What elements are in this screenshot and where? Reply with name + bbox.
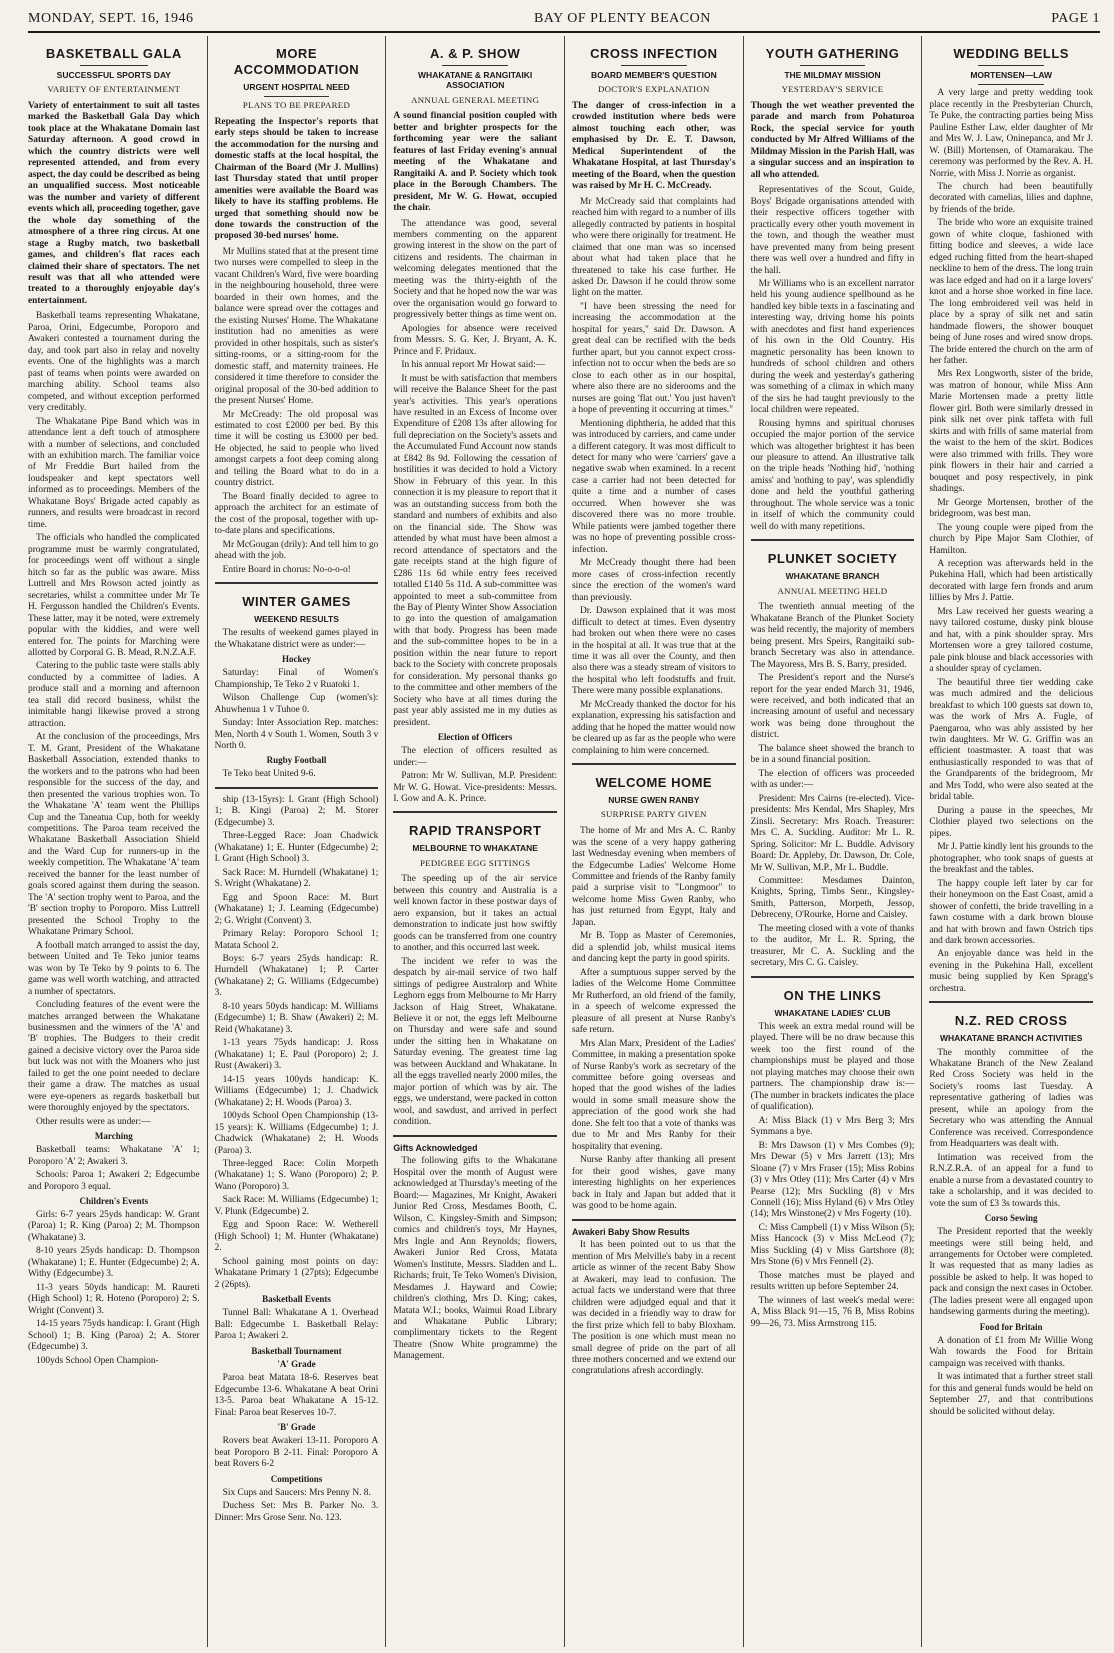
paragraph: Boys: 6-7 years 25yds handicap: R. Hurndell (Whakatane) 1; P. Carter (Whakatane) 2; G. Williams (Edgecumbe) 3.	[214, 954, 379, 999]
paragraph: Dr. Dawson explained that it was most difficult to detect at times. Even dysentry had broken out when there were no cases in the hospital at all. It was true that at the time it was all over the County, and then also there was a steady stream of visitors to the hospital who left foodstuffs and fruit. There were many possible explanations.	[572, 606, 736, 697]
paragraph: Mr J. Pattie kindly lent his grounds to the photographer, who took snaps of guests at the breakfast and the tables.	[929, 842, 1093, 876]
paragraph: Mr George Mortensen, brother of the bridegroom, was best man.	[929, 497, 1093, 520]
lead-paragraph: Though the wet weather prevented the parade and march from Pohaturoa Rock, the special service for youth conducted by Mr Alfred Williams of the Mildmay Mission in the Parish Hall, was a singular success and an inspiration to all who attended.	[750, 100, 915, 180]
lead-paragraph: A sound financial position coupled with better and brighter prospects for the forthcoming year were the saliant features of last Friday evening's annual meeting of the Whakatane and Rangitaiki A. and P. Society which took place in the Borough Chambers. The president, Mr W. G. Howat, occupied the chair.	[393, 111, 557, 214]
subhead: WHAKATANE BRANCH	[785, 571, 880, 582]
paragraph: 14-15 years 75yds handicap: I. Grant (High School) 1; B. King (Paroa) 2; A. Storer (Edgecumbe) 3.	[28, 1319, 200, 1353]
paragraph: Mr Williams who is an excellent narrator held his young audience spellbound as he handled key bible texts in a fascinating and interesting way, driving home his points with anecdotes and first hand experiences of his own in the Old Country. His magnetic personality has been known to hundreds of school children and others during the week and yesterday's gathering was something of a climax in which many of the sirs he had taught previously to the local children were repeated.	[750, 278, 915, 416]
paragraph: Paroa beat Matata 18-6. Reserves beat Edgecumbe 13-6. Whakatane A beat Orini 13-5. Paroa beat Whakatane A 15-12. Final: Paroa beat Reserves 10-7.	[214, 1373, 379, 1418]
paragraph: Mr McCready thought there had been more cases of cross-infection recently since the erection of the women's ward than previously.	[572, 558, 736, 603]
section-heading: Hockey	[281, 654, 311, 665]
paragraph: This week an extra medal round will be played. There will be no draw because this week too the first round of the championships must be played and those not playing matches may choose their own partners. The championship draw is:— (The number in brackets indicates the place of qualification).	[750, 1021, 915, 1113]
divider	[442, 65, 507, 66]
paragraph: A reception was afterwards held in the Pukehina Hall, which had been artistically decorated with large fern fronds and arum lillies by Mrs J. Pattie.	[929, 558, 1093, 604]
headline-more-accommodation: MORE ACCOMMODATION	[233, 46, 360, 77]
paragraph: The election of officers was proceeded with as under:—	[750, 768, 915, 791]
paragraph: Saturday: Final of Women's Championship, Te Teko 2 v Ruatoki 1.	[214, 668, 379, 690]
paragraph: The incident we refer to was the despatch by air-mail service of two half sittings of pedigree Australorp and White Leghorn eggs from Melbourne to Mr Harry Jackson of Haig Street, Whakatane. Believe it or not, the eggs left Melbourne on Thursday and were safe and sound under the sitting hen in Whakatane on Saturday evening. The greatest time lag was between Auckland and Whakatane. In all the eggs travelled nearly 2000 miles, the major portion of which was by air. The eggs, we understand, were packed in cotton wool, and sawdust, and arrived in perfect condition.	[393, 956, 557, 1128]
paragraph: During a pause in the speeches, Mr Clothier played two selections on the pipes.	[929, 805, 1093, 839]
paragraph: The young couple were piped from the church by Pipe Major Sam Clothier, of Hamilton.	[929, 522, 1093, 556]
paragraph: C: Miss Campbell (1) v Miss Wilson (5); Miss Hancock (3) v Miss McLeod (7); Miss Suckling (4) v Miss Gartshore (8); Mrs Stone (6) v Mrs Fennell (2).	[750, 1222, 915, 1268]
paragraph: Te Teko beat United 9-6.	[222, 769, 316, 780]
divider	[393, 1135, 557, 1137]
paragraph: Schools: Paroa 1; Awakeri 2; Edgecumbe and Poroporo 3 equal.	[28, 1170, 200, 1192]
issue-date: MONDAY, SEPT. 16, 1946	[28, 11, 194, 26]
paragraph: Mrs Law received her guests wearing a navy tailored costume, dusky pink blouse and hat, with a pink shoulder spray. Mrs Mortensen wore a grey tailored costume, pale pink blouse and black accessories with a shoulder spray of cyclamen.	[929, 606, 1093, 675]
subhead-secondary: ANNUAL MEETING HELD	[777, 585, 888, 596]
headline-ap-show: A. & P. SHOW	[430, 46, 521, 61]
paragraph: Representatives of the Scout, Guide, Boys' Brigade organisations attended with their respective officers together with practically every other youth movement in the town, and though the weather must have prevented many from being present there was well over a hundred and fifty in the hall.	[750, 185, 915, 276]
paragraph: Mentioning diphtheria, he added that this was introduced by carriers, and came under a different category. It was most difficult to detect for many who were 'carriers' gave a negative swab when examined. In a recent case a carrier had not been detected for quite a time and a number of cases occurred. When however she was discovered there was no more trouble. While patients were jambed together there was no hope of preventing possible cross-infection.	[572, 418, 736, 555]
section-heading: Election of Officers	[437, 732, 513, 743]
masthead-rule	[28, 31, 1100, 33]
paragraph: It must be with satisfaction that members will receive the Balance Sheet for the past year's activities. This year's operations have resulted in an Excess of Income over Expenditure of £208 13s after allowing for full depreciation on the Society's assets and the Accumulated Fund Account now stands at £842 8s 9d. Following the cessation of hostilities it was decided to hold a Victory Show in February of this year. In this connection it is my pleasure to report that it was an outstanding success from both the standard and numbers of exhibits and also on the financial side. The Show was attended by what must have been almost a record attendance of spectators and the gate receipts stand at the high figure of £286 11s 6d while entry fees received totalled £140 5s 11d. A sub-committee was appointed to meet a sub-committee from the Bay of Plenty Winter Show Association to go into the question of amalgamation with that body. Progress has been made and the sub-committee hopes to be in a position within the near future to report back to the Society with concrete proposals for consideration. My personal thanks go to the committee and other members of the Society who have at all times during the past year ably assisted me in my duties as president.	[393, 373, 557, 728]
paragraph: Concluding features of the event were the matches arranged between the Whakatane businessmen and the winners of the 'A' and 'B' trophies. The Budgers to their credit gained a decisive victory over the Paroa side but luck was not with the Moaners who just failed to get the one point needed to declare their game a draw. The matches as usual were eye-openers as regards basketball but were thoroughly enjoyed by the spectators.	[28, 1000, 200, 1114]
newspaper-title: BAY OF PLENTY BEACON	[533, 11, 711, 26]
paragraph: After a sumptuous supper served by the ladies of the Welcome Home Committee Mr Rutherford, an old friend of the family, in a speech of welcome expressed the pleasure of all present at Nurse Ranby's safe return.	[572, 967, 736, 1036]
paragraph: The election of officers resulted as under:—	[393, 746, 557, 768]
section-heading: Marching	[94, 1131, 133, 1142]
paragraph: Egg and Spoon Race: W. Wetherell (High School) 1; M. Hunter (Whakatane) 2.	[214, 1220, 379, 1254]
divider	[978, 84, 1043, 85]
paragraph: The meeting closed with a vote of thanks to the auditor, Mr L. R. Spring, the treasurer, Mr C. A. Suckling and the secretary, Mrs C. G. Caisley.	[750, 923, 915, 969]
paragraph: 11-3 years 50yds handicap: M. Raureti (High School) 1; R. Hoteno (Poroporo) 2; S. Wright (Convent) 3.	[28, 1282, 200, 1316]
section-heading: Corso Sewing	[984, 1213, 1038, 1224]
divider	[264, 96, 329, 97]
paragraph: At the conclusion of the proceedings, Mrs T. M. Grant, President of the Whakatane Basketball Association, extended thanks to the workers and to the patrons who had been responsible for the success of the day, and then presented the various trophies won. To the Whakatane 'A' team went the Phillips Cup and the Taneatua Cup, both for weekly competitions. The Paroa team received the Whakatane Basketball Association Shield and the Ward Cup for runners-up in the weekly competition. The Whakatane 'A' team received the banner for the least number of goals scored against them during the season. The 'A' section trophy went to Paroa, and the 'B' section trophy to Poroporo. Miss Luttrell presented the School Trophy to the Whakatane Primary School.	[28, 732, 200, 938]
subhead: SUCCESSFUL SPORTS DAY	[56, 69, 171, 80]
subhead-secondary: PEDIGREE EGG SITTINGS	[419, 857, 531, 868]
lead-paragraph: Repeating the Inspector's reports that early steps should be taken to increase the accommodation for the nursing and domestic staffs at the local hospital, the Chairman of the Board (Mr J. Mullins) last Thursday stated that until proper amenities were available the Board was likely to have its staffing problems. He urged that something should now be done towards the construction of the proposed 30-bed nurses' home.	[214, 116, 379, 242]
section-heading: Basketball Events	[262, 1294, 331, 1305]
paragraph: Entire Board in chorus: No-o-o-o!	[222, 564, 351, 575]
paragraph: In his annual report Mr Howat said:—	[401, 360, 546, 371]
paragraph: The church had been beautifully decorated with camelias, lilies and daphne, by friends of the bride.	[929, 181, 1093, 215]
section-heading: Rugby Football	[266, 755, 327, 766]
headline-on-the-links: ON THE LINKS	[783, 987, 882, 1003]
paragraph: The following gifts to the Whakatane Hospital over the month of August were acknowledged at Thursday's meeting of the Board:— Magazines, Mr Knight, Awakeri Junior Red Cross, Mesdames Booth, C. Wilson, C. Kingsley-Smith and Simpson; comics and children's toys, Mr Haynes, Mrs Ingle and Ann Reynolds; flowers, Awakeri Junior Red Cross, Matata Women's Institute, Messrs. Sladden and L. Richards; fruit, Te Teko Women's Division, Mesdames J. Hayward and Cowie; children's clothing, Mrs D. King; cakes, Matata W.I.; books, Waimui Road Library and Whakatane Public Library; complimentary tickets to the Regent Theatre (Snow White programme) the Management.	[393, 1156, 557, 1362]
headline-nz-red-cross: N.Z. RED CROSS	[954, 1013, 1068, 1029]
section-heading: 'B' Grade	[277, 1422, 316, 1433]
section-heading: Children's Events	[79, 1196, 149, 1207]
page-number: PAGE 1	[1051, 11, 1100, 26]
section-heading: Gifts Acknowledged	[393, 1142, 478, 1153]
paragraph: Duchess Set: Mrs B. Parker No. 3. Dinner: Mrs Grose Senr. No. 123.	[214, 1501, 379, 1523]
paragraph: Sack Race: M. Hurndell (Whakatane) 1; S. Wright (Whakatane) 2.	[214, 867, 379, 890]
column-2	[207, 36, 386, 1647]
paragraph: Intimation was received from the R.N.Z.R.A. of an appeal for a fund to enable a nurse from a devastated country to take a scholarship, and it was decided to vote the sum of £3 3s towards this.	[929, 1152, 1093, 1209]
columns	[28, 36, 1100, 1647]
paragraph: The beautiful three tier wedding cake was much admired and the delicious breakfast to which 100 guests sat down to, was the work of Mrs A. Fugle, of Paengaroa, who was ably assisted by her twin daughters. Mr W. G. Griffin was an efficient toastmaster. A toast that was enthusiastically responded to was that of the Grandparents of the bridegroom, Mr and Mrs Todd, who were also seated at the bridal table.	[929, 677, 1093, 803]
lead-paragraph: Variety of entertainment to suit all tastes marked the Basketball Gala Day which took place at the Whakatane Domain last Saturday afternoon. A good crowd in which the country districts were well represented attended, and from every aspect, the day could be described as being an unqualified success. Most noticeable was the number and variety of different events which all, proceeding together, gave the whole day something of the atmosphere of a three ring circus. At one stage a Rugby match, two basketball games, and children's flat races each claimed their share of spectators. The net result was that all who attended were treated to a thoroughly enjoyable day's entertainment.	[28, 100, 200, 306]
divider	[572, 1219, 736, 1221]
headline-rapid-transport: RAPID TRANSPORT	[408, 823, 542, 839]
paragraph: Mrs Rex Longworth, sister of the bride, was matron of honour, while Miss Ann Marie Mortensen made a pretty little flower girl. Both were similarly dressed in pink silk net over pink taffeta with full skirts and with frills of same material from the waist to the hem of the skirt. Bodices were also trimmed with frills. They wore pink flowers in their hair and carried a bouquet and posy respectively, in pink shadings.	[929, 369, 1093, 495]
paragraph: Mr McCready said that complaints had reached him with regard to a number of ills allegedly contracted by patients in hospital who were there originally for treatment. He claimed that one man was so incensed about what had taken place that he threatened to take his case further. He asked Dr. Dawson if he could throw some light on the matter.	[572, 196, 736, 299]
paragraph: Sack Race: M. Williams (Edgecumbe) 1; V. Plunk (Edgecumbe) 2.	[214, 1195, 379, 1217]
paragraph: President: Mrs Cairns (re-elected). Vice-presidents: Mrs Kendal, Mrs Shapley, Mrs Zinsli. Secretary: Mrs Roach. Treasurer: Mrs C. A. Suckling. Auditor: Mr L. R. Spring. Solicitor: Mr L. Buddle. Advisory Board: Dr. Appleby, Dr. Dawson, Dr. Cole, Mr W. Sullivan, M.P., Mr L. Buddle.	[750, 793, 915, 873]
paragraph: It has been pointed out to us that the mention of Mrs Melville's baby in a recent article as winner of the recent Baby Show at Awakeri, may lead to confusion. The actual facts we understand were that three children were adjudged equal and that it was decided in a friendly way to draw for the first prize which fell to baby Bloxham. The position is one which must mean no small degree of pride on the part of all three mothers concerned and we extend our congratulations afresh accordingly.	[572, 1240, 736, 1377]
paragraph: It was intimated that a further street stall for this and general funds would be held on September 27, and that contributions should be solicited without delay.	[929, 1372, 1093, 1417]
paragraph: Patron: Mr W. Sullivan, M.P. President: Mr W. G. Howat. Vice-presidents: Messrs. I. Gow and A. K. Prince.	[393, 771, 557, 804]
divider	[978, 65, 1043, 66]
paragraph: The attendance was good, several members commenting on the apparent growing interest in the show on the part of citizens and residents. The chairman in welcoming delegates mentioned that the meeting was the thirty-eighth of the Society and that he hoped now the war was over the organisation would go forward to progressively better things as time went on.	[393, 218, 557, 321]
column-1	[28, 36, 207, 1647]
paragraph: Egg and Spoon Race: M. Burt (Whakatane) 1; J. Leaming (Edgecumbe) 2; G. Wright (Convent) 3.	[214, 892, 379, 926]
subhead-secondary: ANNUAL GENERAL MEETING	[411, 94, 540, 105]
subhead: WHAKATANE BRANCH ACTIVITIES	[939, 1033, 1083, 1044]
paragraph: The speeding up of the air service between this country and Australia is a well known factor in these postwar days of aero expansion, but it takes an actual demonstration to indicate just how swiftly goods can be transferred from one country to another, and this occurred last week.	[393, 874, 557, 954]
paragraph: Tunnel Ball: Whakatane A 1. Overhead Ball: Edgecumbe 1. Basketball Relay: Paroa 1; Awakeri 2.	[214, 1308, 379, 1342]
paragraph: Three-Legged Race: Joan Chadwick (Whakatane) 1; E. Hunter (Edgecumbe) 2; I. Grant (High School) 3.	[214, 831, 379, 865]
subhead-secondary: SURPRISE PARTY GIVEN	[600, 809, 707, 820]
paragraph: Rousing hymns and spiritual choruses occupied the major portion of the service which was altogether brightest it has been our pleasure to attend. An illustrative talk on the triple heads 'Nothing hid', 'nothing amiss' and 'nothing to pay', was splendidly done and held the youthful gathering throughout. The whole service was a tonic in itself of which the community could well do with many repetitions.	[750, 418, 915, 532]
section-heading: Competitions	[270, 1473, 323, 1484]
divider	[621, 65, 686, 66]
section-heading: Basketball Tournament	[251, 1345, 342, 1356]
paragraph: The happy couple left later by car for their honeymoon on the East Coast, amid a shower of confetti, the bride travelling in a fawn costume with a dark brown blouse and hat with brown and fawn Ostrich tips and dark brown accessories.	[929, 878, 1093, 946]
paragraph: 100yds School Open Championship (13-15 years): K. Williams (Edgecumbe) 1; J. Chadwick (Whakatane) 2; H. Woods (Paroa) 3.	[214, 1111, 379, 1156]
paragraph: "I have been stressing the need for increasing the accommodation at the hospital for years," said Dr. Dawson. A great deal can be rectified with the beds further apart, but you cannot expect cross-infection not to occur when the beds are so close to each other as in our hospital, where also there are no siderooms and the nurses are going 'flat out.' You just haven't a hope of preventing it occurring at times."	[572, 301, 736, 416]
paragraph: The President's report and the Nurse's report for the year ended March 31, 1946, were received, and both indicated that an increasing amount of useful and necessary work was being done throughout the district.	[750, 673, 915, 741]
subhead: MELBOURNE TO WHAKATANE	[412, 843, 538, 854]
paragraph: Nurse Ranby after thanking all present for their good wishes, gave many interesting highlights on her experiences back in Italy and Japan but added that it was good to be home again.	[572, 1155, 736, 1212]
paragraph: Mr B. Topp as Master of Ceremonies, did a splendid job, whilst musical items and dancing kept the party in good spirits.	[572, 931, 736, 965]
paragraph: Other results were as under:—	[36, 1116, 151, 1127]
subhead-secondary: YESTERDAY'S SERVICE	[781, 84, 884, 95]
headline-youth-gathering: YOUTH GATHERING	[765, 46, 900, 61]
paragraph: The twentieth annual meeting of the Whakatane Branch of the Plunket Society was held recently, the majority of members being present. Mrs Speirs, Rangitaiki sub-branch Secretary was also in attendance. The Mayoress, Mrs B. S. Barry, presided.	[750, 602, 915, 670]
divider	[215, 582, 379, 584]
paragraph: A donation of £1 from Mr Willie Wong Wah towards the Food for Britain campaign was received with thanks.	[929, 1335, 1093, 1369]
subhead-secondary: DOCTOR'S EXPLANATION	[597, 84, 710, 95]
headline-wedding-bells: WEDDING BELLS	[953, 46, 1069, 61]
paragraph: Girls: 6-7 years 25yds handicap: W. Grant (Paroa) 1; R. King (Paroa) 2; M. Thompson (Whakatane) 3.	[28, 1210, 200, 1243]
paragraph: Basketball teams representing Whakatane, Paroa, Orini, Edgecumbe, Poroporo and Awakeri contested a tournament during the day, and took part also in relay and novelty events. One of the highlights was a march past of teams when points were awarded on marching ability. School teams also competed, and without exception performed very creditably.	[28, 311, 200, 414]
paragraph: The Board finally decided to agree to approach the architect for an estimate of the cost of the proposal, together with up-to-date plans and specifications.	[214, 491, 379, 537]
paragraph: ship (13-15yrs): I. Grant (High School) 1; B. Kingi (Paroa) 2; M. Storer (Edgecumbe) 3.	[214, 794, 379, 828]
subhead: MORTENSEN—LAW	[970, 69, 1053, 80]
paragraph: Mr Mullins stated that at the present time two nurses were compelled to sleep in the vacant Children's Ward, five were boarding in the neighbouring household, three were boarded in their own homes, and the balance were spread over the cottages and the existing Nurses' Home. The Whakatane institution had no amenities as were provided in other hospitals, such as sister's sitting-rooms, or a sitting-room for the domestic staff, and maternity trainees. He considered it time therefore to consider the original proposal of the 30-bed addition to the present Nurses' Home.	[214, 246, 379, 407]
paragraph: 8-10 years 25yds handicap: D. Thompson (Whakatane) 1; E. Hunter (Edgecumbe) 2; A. Withy (Edgecumbe) 3.	[28, 1246, 200, 1280]
paragraph: Wilson Challenge Cup (women's): Ahuwhenua 1 v Tuhoe 0.	[214, 693, 379, 715]
paragraph: A: Miss Black (1) v Mrs Berg 3; Mrs Symmans a bye.	[750, 1115, 915, 1138]
paragraph: The winners of last week's medal were: A, Miss Black 91—15, 76 B, Miss Robins 99—26, 73. Miss Armstrong 115.	[750, 1295, 915, 1329]
divider	[215, 787, 379, 789]
paragraph: 8-10 years 50yds handicap: M. Williams (Edgecumbe) 1; B. Shaw (Awakeri) 2; M. Reid (Whakatane) 3.	[214, 1001, 379, 1035]
paragraph: Primary Relay: Poroporo School 1; Matata School 2.	[214, 929, 379, 951]
paragraph: A football match arranged to assist the day, between United and Te Teko junior teams was won by Te Teko by 9 points to 6. The game was well worth watching, and attracted a number of spectators.	[28, 940, 200, 997]
paragraph: School gaining most points on day: Whakatane Primary 1 (27pts); Edgecumbe 2 (26pts).	[214, 1256, 379, 1290]
headline-plunket-society: PLUNKET SOCIETY	[767, 551, 898, 567]
column-6	[921, 36, 1100, 1647]
paragraph: Sunday: Inter Association Rep. matches: Men, North 4 v South 1. Women, South 3 v North 0.	[214, 718, 379, 752]
divider	[929, 1001, 1093, 1003]
headline-basketball-gala: BASKETBALL GALA	[45, 46, 182, 61]
subhead: WHAKATANE LADIES' CLUB	[774, 1007, 891, 1018]
paragraph: Six Cups and Saucers: Mrs Penny N. 8.	[222, 1487, 371, 1498]
headline-cross-infection: CROSS INFECTION	[590, 46, 718, 61]
paragraph: The President reported that the weekly meetings were still being held, and arrangements for October were completed. It was requested that as many ladies as possible be asked to help. It was hoped to pack and consign the next cases in October. (The ladies present were all engaged upon handsewing garments during the meeting).	[929, 1227, 1093, 1318]
paragraph: The home of Mr and Mrs A. C. Ranby was the scene of a very happy gathering last Wednesday evening when members of the Edgecumbe Ladies' Welcome Home Committee and friends of the Ranby family paid a surprise visit to "Longmoor" to welcome home Miss Gwen Ranby, who has just returned from Egypt, Italy and Japan.	[572, 826, 736, 928]
divider	[800, 65, 865, 66]
paragraph: 1-13 years 75yds handicap: J. Ross (Whakatane) 1; E. Paul (Poroporo) 2; J. Rust (Awakeri) 3.	[214, 1038, 379, 1072]
divider	[751, 976, 915, 978]
subhead: WHAKATANE & RANGITAIKI ASSOCIATION	[418, 69, 533, 91]
divider	[80, 65, 149, 66]
headline-welcome-home: WELCOME HOME	[595, 775, 713, 791]
paragraph: 14-15 years 100yds handicap: K. Williams (Edgecumbe) 1; J. Chadwick (Whakatane) 2; H. Woods (Paroa) 3.	[214, 1074, 379, 1108]
paragraph: Mr McGougan (drily): And tell him to go ahead with the job.	[214, 539, 379, 562]
section-heading: Awakeri Baby Show Results	[572, 1226, 690, 1237]
section-heading: 'A' Grade	[277, 1359, 316, 1370]
subhead: NURSE GWEN RANBY	[608, 795, 700, 806]
paragraph: The balance sheet showed the branch to be in a sound financial position.	[750, 743, 915, 766]
subhead: URGENT HOSPITAL NEED	[243, 81, 350, 92]
divider	[572, 763, 736, 765]
masthead	[28, 8, 1100, 30]
lead-paragraph: The danger of cross-infection in a crowded institution where beds were almost touching each other, was emphasised by Dr. E. T. Dawson, Medical Superintendent of the Whakatane Hospital, at last Thursday's meeting of the Board, when the question was raised by Mr H. C. McCready.	[572, 100, 736, 192]
paragraph: B: Mrs Dawson (1) v Mrs Combes (9); Mrs Dewar (5) v Mrs Jarrett (13); Mrs Sloane (7) v Mrs Fraser (15); Miss Robins (3) v Mrs Otley (11); Mrs Carter (4) v Mrs Pearse (12); Mrs Suckling (8) v Mrs Connell (16); Miss Hyland (6) v Mrs Otley (14); Mrs Winstone(2) v Mrs Fogerty (10).	[750, 1140, 915, 1220]
paragraph: An enjoyable dance was held in the evening in the Pukehina Hall, excellent music being supplied by Ken Spragg's orchestra.	[929, 949, 1093, 994]
headline-winter-games: WINTER GAMES	[242, 594, 351, 610]
subhead: THE MILDMAY MISSION	[784, 69, 881, 80]
divider	[393, 811, 557, 813]
divider	[751, 539, 915, 541]
paragraph: Rovers beat Awakeri 13-11. Poroporo A beat Poroporo B 2-11. Final: Poroporo A beat Rovers 6-2	[214, 1436, 379, 1470]
paragraph: The Whakatane Pipe Band which was in attendance lent a deft touch of atmosphere with a number of selections, and concluded with an exhibition march. The familiar voice of Mr Freddie Burt hailed from the loudspeaker and kept spectators well informed as to proceedings. Members of the Whakatane Boys' Brigade acted capably as runners, and results were broadcast in record time.	[28, 416, 200, 530]
paragraph: Mr McCready: The old proposal was estimated to cost £2000 per bed. By this time it will be costing us £3000 per bed. He objected, he said to people who lived amongst carpets a foot deep coming along and telling the Board what to do in a country district.	[214, 409, 379, 489]
subhead: BOARD MEMBER'S QUESTION	[590, 69, 717, 80]
subhead-secondary: PLANS TO BE PREPARED	[242, 100, 351, 111]
column-5	[743, 36, 922, 1647]
section-heading: Food for Britain	[979, 1321, 1043, 1332]
subhead: WEEKEND RESULTS	[254, 613, 339, 624]
paragraph: Mrs Alan Marx, President of the Ladies' Committee, in making a presentation spoke of Nurse Ranby's work as secretary of the committee before going overseas and hoped that the good wishes of the ladies would in some small measure show the appreciation of the good work she had done. She felt too that a vote of thanks was due to Mr and Mrs Ranby for their hospitality that evening.	[572, 1038, 736, 1152]
paragraph: 100yds School Open Champion-	[36, 1355, 159, 1366]
paragraph: Those matches must be played and results written up before September 24.	[750, 1270, 915, 1293]
paragraph: The monthly committee of the Whakatane Branch of the New Zealand Red Cross Society was held in the Society's rooms last Tuesday. A representative gathering of ladies was present, while an apology from the Secretary who was attending the Annual Conference was received. Correspondence from Headquarters was dealt with.	[929, 1047, 1093, 1150]
subhead-secondary: VARIETY OF ENTERTAINMENT	[47, 84, 181, 95]
paragraph: Three-legged Race: Colin Morpeth (Whakatane) 1; S. Wano (Poroporo) 2; P. Wano (Poroporo) 3.	[214, 1158, 379, 1192]
column-3	[385, 36, 564, 1647]
paragraph: The bride who wore an exquisite trained gown of white cloque, fashioned with fitting bodice and sleeves, a wide lace edged ruching fitted from the heart-shaped neckline to hem of the dress. The long train was lace edged and had on it a large lovers' knot and a horse shoe worked in fine lace. The long embroidered veil was held in place by a spray of silk net and satin handmade flowers, the shower bouquet being of June roses and wired snow drops. The bride entered the church on the arm of her father.	[929, 218, 1093, 366]
paragraph: Basketball teams: Whakatane 'A' 1; Poroporo 'A' 2; Awakeri 3.	[28, 1145, 200, 1167]
paragraph: Mr McCready thanked the doctor for his explanation, expressing his satisfaction and adding that he hoped the matter would now be cleared up as far as the people who were complaining to him were concerned.	[572, 699, 736, 756]
column-4	[564, 36, 743, 1647]
paragraph: A very large and pretty wedding took place recently in the Presbyterian Church, Te Puke, the contracting parties being Miss Pauline Esther Law, elder daughter of Mr and Mrs W. J. Law, Oninepanca, and Mr J. W. (Bill) Mortensen, of Otamarakau. The ceremony was performed by the Rev. A. H. Norrie, with Miss J. Norrie as organist.	[929, 88, 1093, 179]
paragraph: Apologies for absence were received from Messrs. S. G. Ker, J. Bryant, A. K. Prince and F. Pridaux.	[393, 323, 557, 357]
paragraph: Committee: Mesdames Dainton, Knights, Spring, Timbs Senr., Kingsley-Smith, Patterson, Morpeth, Jessop, Debreceny, O'Rourke, Horne and Caisley.	[750, 876, 915, 921]
paragraph: The results of weekend games played in the Whakatane district were as under:—	[214, 628, 379, 650]
paragraph: The officials who handled the complicated programme must be warmly congratulated, for proceedings went off without a single hitch so far as the public was aware. Miss Luttrell and Mrs Rowson acted jointly as secretaries, whilst a committee under Mr Te H. Fergusson handled the Children's Events. These latter, may it be noted, were extremely popular with the kiddies, and were well entered for. The points for Marching were allotted by Corporal G. B. Mead, R.N.Z.A.F.	[28, 533, 200, 658]
paragraph: Catering to the public taste were stalls ably conducted by a committee of ladies. A produce stall and a morning and afternoon tea stall did record business, whilst the inimitable hangi likewise proved a strong attraction.	[28, 661, 200, 729]
